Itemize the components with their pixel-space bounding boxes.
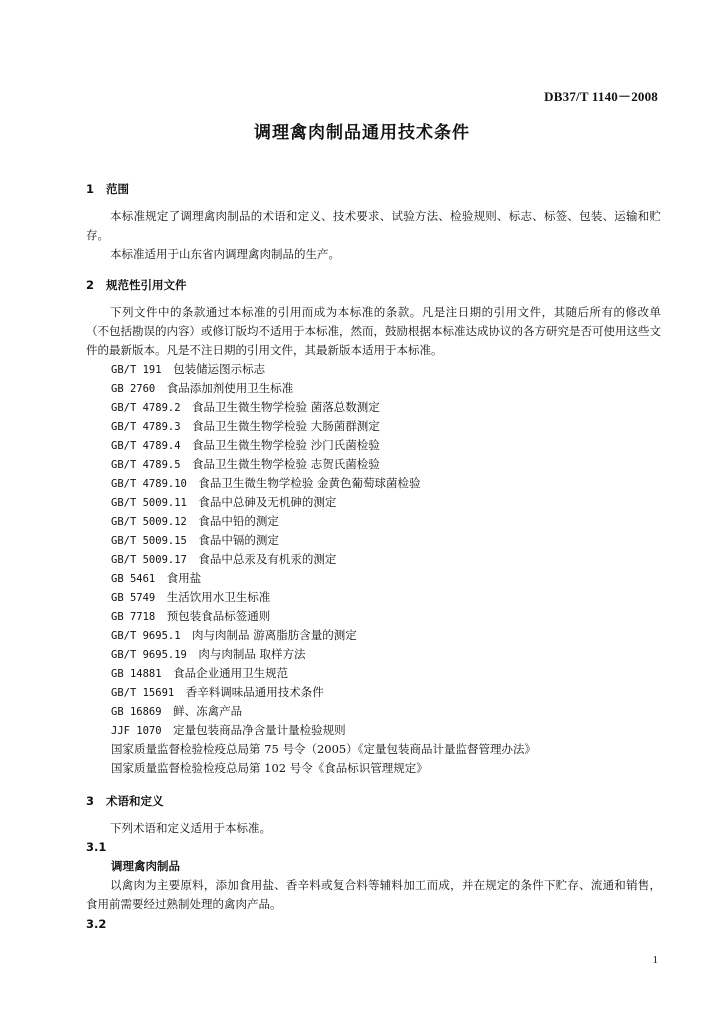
reference-item [111, 702, 536, 721]
reference-title: 定量包装商品净含量计量检验规则 [173, 723, 346, 737]
reference-code: JJF 1070 [111, 725, 162, 737]
section-3-heading [86, 793, 164, 809]
section-title: 规范性引用文件 [106, 278, 187, 292]
reference-title: 肉与肉制品 取样方法 [198, 647, 306, 661]
clause-number-3-1: 3.1 [86, 840, 107, 854]
standard-code: DB37/T 1140－2008 [544, 89, 658, 104]
reference-title: 食品中总汞及有机汞的测定 [198, 552, 337, 566]
reference-item [111, 474, 536, 493]
reference-code: GB/T 9695.19 [111, 649, 187, 661]
reference-code: GB 2760 [111, 383, 156, 395]
reference-item [111, 740, 536, 759]
reference-item [111, 493, 536, 512]
reference-code: GB/T 5009.12 [111, 516, 187, 528]
clause-number-3-2: 3.2 [86, 917, 107, 931]
reference-title: 食品添加剂使用卫生标准 [166, 381, 294, 395]
reference-item [111, 360, 536, 379]
reference-item [111, 550, 536, 569]
reference-code: GB/T 5009.15 [111, 535, 187, 547]
reference-title: 预包装食品标签通则 [166, 609, 271, 623]
reference-title: 食品中铅的测定 [198, 514, 279, 528]
reference-title: 食品中总砷及无机砷的测定 [198, 495, 337, 509]
reference-title: 食品中镉的测定 [198, 533, 279, 547]
reference-item [111, 607, 536, 626]
reference-code: GB/T 4789.3 [111, 421, 181, 433]
reference-code: GB/T 5009.17 [111, 554, 187, 566]
term-title: 调理禽肉制品 [111, 859, 180, 873]
reference-code: GB/T 5009.11 [111, 497, 187, 509]
reference-title: 包装储运图示标志 [173, 362, 266, 376]
reference-title: 香辛料调味品通用技术条件 [185, 685, 324, 699]
reference-title: 食用盐 [166, 571, 202, 585]
reference-list [111, 360, 536, 778]
reference-code: GB/T 9695.1 [111, 630, 181, 642]
terms-paragraph: 下列术语和定义适用于本标准。 [110, 821, 271, 835]
reference-title: 食品卫生微生物学检验 志贺氏菌检验 [192, 457, 380, 471]
reference-title: 国家质量监督检验检疫总局第 102 号令《食品标识管理规定》 [111, 761, 428, 775]
reference-title: 生活饮用水卫生标准 [166, 590, 271, 604]
page-number: 1 [652, 954, 658, 966]
section-1-heading [86, 181, 129, 197]
section-title: 范围 [106, 182, 129, 196]
section-number: 1 [86, 182, 95, 196]
scope-paragraph-2: 本标准适用于山东省内调理禽肉制品的生产。 [110, 247, 340, 261]
normative-references-paragraph: 下列文件中的条款通过本标准的引用而成为本标准的条款。凡是注日期的引用文件，其随后所有的修改单（不包括勘误的内容）或修订版均不适用于本标准，然而，鼓励根据本标准达成协议的各方研究是否可使用这些文件的最新版本。凡是不注日期的引用文件，其最新版本适用于本标准。 [86, 305, 661, 357]
section-number: 3 [86, 794, 95, 808]
reference-item [111, 379, 536, 398]
term-definition: 以禽肉为主要原料，添加食用盐、香辛料或复合料等辅料加工而成，并在规定的条件下贮存、流通和销售，食用前需要经过熟制处理的禽肉产品。 [86, 878, 661, 911]
reference-item [111, 626, 536, 645]
reference-code: GB/T 191 [111, 364, 162, 376]
reference-item [111, 455, 536, 474]
reference-item [111, 588, 536, 607]
document-title: 调理禽肉制品通用技术条件 [254, 123, 470, 143]
reference-code: GB 5749 [111, 592, 156, 604]
scope-paragraph-1: 本标准规定了调理禽肉制品的术语和定义、技术要求、试验方法、检验规则、标志、标签、包装、运输和贮存。 [86, 209, 661, 242]
reference-code: GB/T 4789.5 [111, 459, 181, 471]
reference-item [111, 417, 536, 436]
reference-code: GB 7718 [111, 611, 156, 623]
reference-code: GB 14881 [111, 668, 162, 680]
reference-code: GB 16869 [111, 706, 162, 718]
reference-code: GB/T 4789.2 [111, 402, 181, 414]
reference-item [111, 664, 536, 683]
reference-item [111, 398, 536, 417]
reference-title: 国家质量监督检验检疫总局第 75 号令（2005）《定量包装商品计量监督管理办法》 [111, 742, 536, 756]
reference-code: GB/T 15691 [111, 687, 175, 699]
section-title: 术语和定义 [106, 794, 164, 808]
reference-item [111, 645, 536, 664]
reference-code: GB/T 4789.10 [111, 478, 187, 490]
reference-item [111, 436, 536, 455]
reference-code: GB 5461 [111, 573, 156, 585]
section-number: 2 [86, 278, 95, 292]
section-2-heading [86, 277, 187, 293]
reference-title: 食品企业通用卫生规范 [173, 666, 289, 680]
reference-item [111, 531, 536, 550]
reference-item [111, 569, 536, 588]
reference-title: 鲜、冻禽产品 [173, 704, 243, 718]
reference-title: 食品卫生微生物学检验 金黄色葡萄球菌检验 [198, 476, 421, 490]
reference-title: 食品卫生微生物学检验 沙门氏菌检验 [192, 438, 380, 452]
reference-item [111, 512, 536, 531]
reference-title: 肉与肉制品 游离脂肪含量的测定 [192, 628, 357, 642]
reference-item [111, 683, 536, 702]
reference-code: GB/T 4789.4 [111, 440, 181, 452]
reference-item [111, 721, 536, 740]
reference-title: 食品卫生微生物学检验 菌落总数测定 [192, 400, 380, 414]
reference-item [111, 759, 536, 778]
reference-title: 食品卫生微生物学检验 大肠菌群测定 [192, 419, 380, 433]
